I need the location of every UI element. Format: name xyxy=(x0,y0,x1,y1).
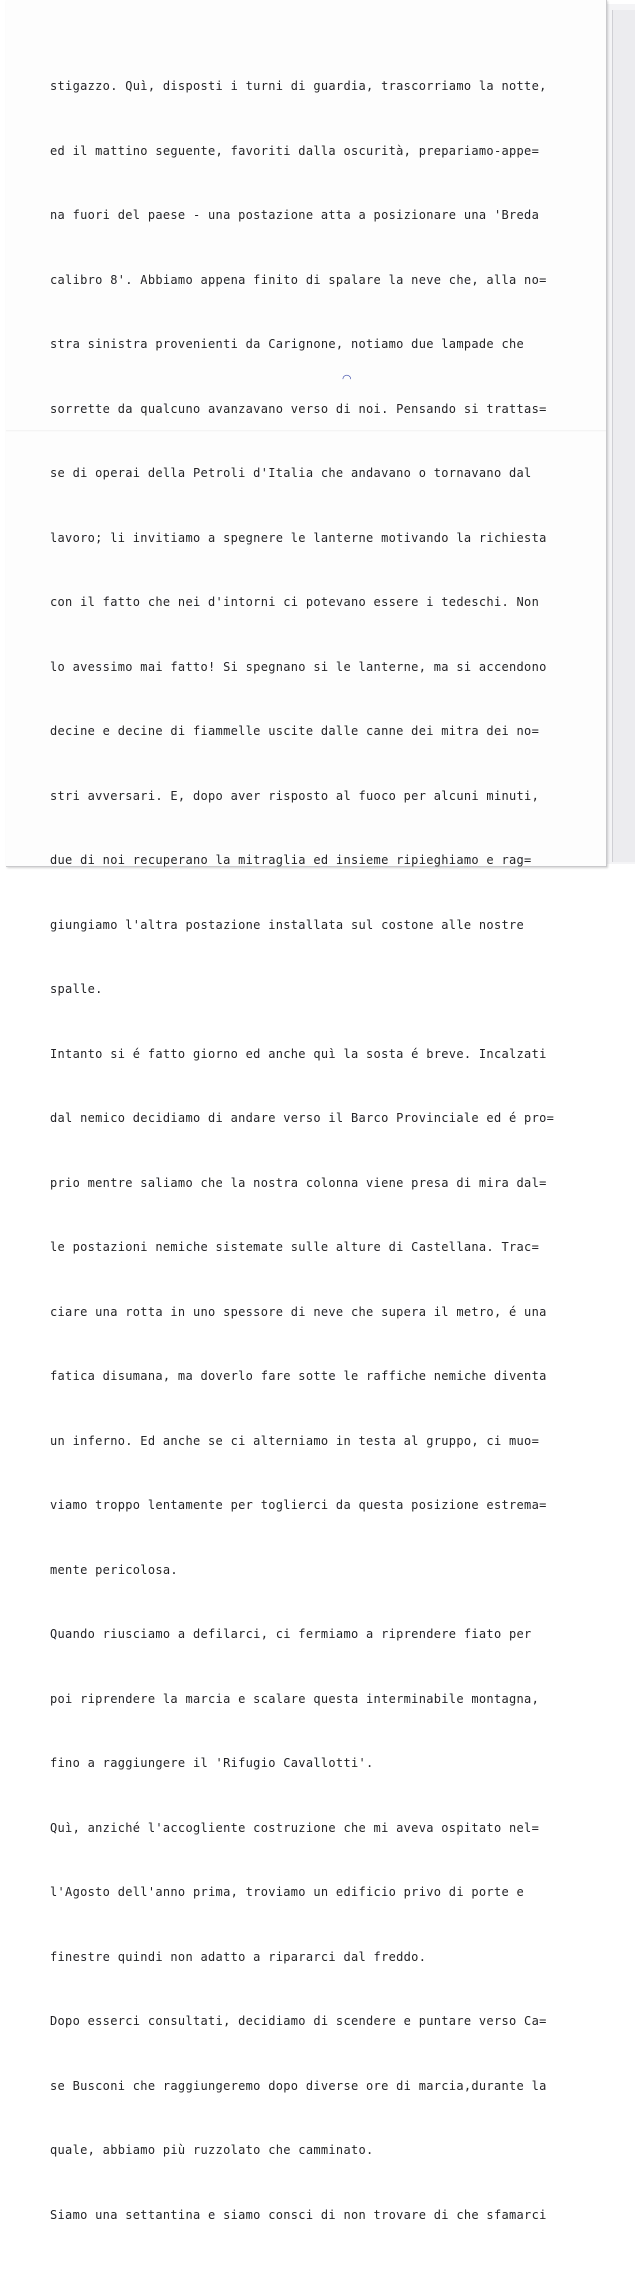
text-line: con il fatto che nei d'intorni ci potevano essere i tedeschi. Non xyxy=(50,595,540,609)
text-line: sorrette da qualcuno avanzavano verso di noi. Pensando si trattas= xyxy=(50,401,547,416)
text-line: Intanto si é fatto giorno ed anche quì la sosta é breve. Incalzati xyxy=(50,1046,547,1061)
text-line: un inferno. Ed anche se ci alterniamo in testa al gruppo, ci muo= xyxy=(50,1433,540,1448)
text-line: stigazzo. Quì, disposti i turni di guardia, trascorriamo la notte, xyxy=(50,79,547,93)
text-line: mente pericolosa. xyxy=(50,1562,178,1577)
text-line: Dopo esserci consultati, decidiamo di scendere e puntare verso Ca= xyxy=(50,2014,547,2028)
text-line: quale, abbiamo più ruzzolato che camminato. xyxy=(50,2143,374,2157)
text-line: giungiamo l'altra postazione installata sul costone alle nostre xyxy=(50,917,525,932)
text-line: decine e decine di fiammelle uscite dalle canne dei mitra dei no= xyxy=(50,724,540,738)
typewritten-page xyxy=(6,0,607,2222)
text-line: finestre quindi non adatto a ripararci dal freddo. xyxy=(50,1949,427,1964)
text-line: calibro 8'. Abbiamo appena finito di spalare la neve che, alla no= xyxy=(50,272,547,287)
text-line: fino a raggiungere il 'Rifugio Cavallotti'. xyxy=(50,1756,374,1770)
text-line: ed il mattino seguente, favoriti dalla oscurità, prepariamo-appe= xyxy=(50,143,540,158)
text-line: se Busconi che raggiungeremo dopo diverse ore di marcia,durante la xyxy=(50,2078,547,2093)
text-line: stri avversari. E, dopo aver risposto al fuoco per alcuni minuti, xyxy=(50,788,540,803)
text-line: se di operai della Petroli d'Italia che andavano o tornavano dal xyxy=(50,466,532,480)
handwritten-correction-mark: ◠ xyxy=(342,372,352,385)
text-line: stra sinistra provenienti da Carignone, notiamo due lampade che xyxy=(50,337,525,351)
page-body xyxy=(50,33,595,2269)
text-line: Quando riusciamo a defilarci, ci fermiamo a riprendere fiato per xyxy=(50,1627,532,1641)
text-line: poi riprendere la marcia e scalare questa interminabile montagna, xyxy=(50,1691,540,1706)
text-line: viamo troppo lentamente per toglierci da questa posizione estrema= xyxy=(50,1498,547,1512)
underlying-sheet-back xyxy=(612,10,635,862)
text-line: le postazioni nemiche sistemate sulle alture di Castellana. Trac= xyxy=(50,1240,540,1254)
text-line: fatica disumana, ma doverlo fare sotte le raffiche nemiche diventa xyxy=(50,1369,547,1383)
text-line: lo avessimo mai fatto! Si spegnano si le lanterne, ma si accendono xyxy=(50,659,547,674)
text-line: dal nemico decidiamo di andare verso il Barco Provinciale ed é pro= xyxy=(50,1111,555,1125)
text-line: lavoro; li invitiamo a spegnere le lanterne motivando la richiesta xyxy=(50,530,547,545)
text-line: l'Agosto dell'anno prima, troviamo un edificio privo di porte e xyxy=(50,1885,525,1899)
text-line: na fuori del paese - una postazione atta a posizionare una 'Breda xyxy=(50,208,540,222)
text-line: due di noi recuperano la mitraglia ed insieme ripieghiamo e rag= xyxy=(50,853,532,867)
text-line: prio mentre saliamo che la nostra colonna viene presa di mira dal= xyxy=(50,1175,547,1190)
text-line: Siamo una settantina e siamo consci di non trovare di che sfamarci xyxy=(50,2207,547,2222)
text-line: spalle. xyxy=(50,982,103,996)
text-line: Quì, anziché l'accogliente costruzione che mi aveva ospitato nel= xyxy=(50,1820,540,1835)
text-line: ciare una rotta in uno spessore di neve che supera il metro, é una xyxy=(50,1304,547,1319)
